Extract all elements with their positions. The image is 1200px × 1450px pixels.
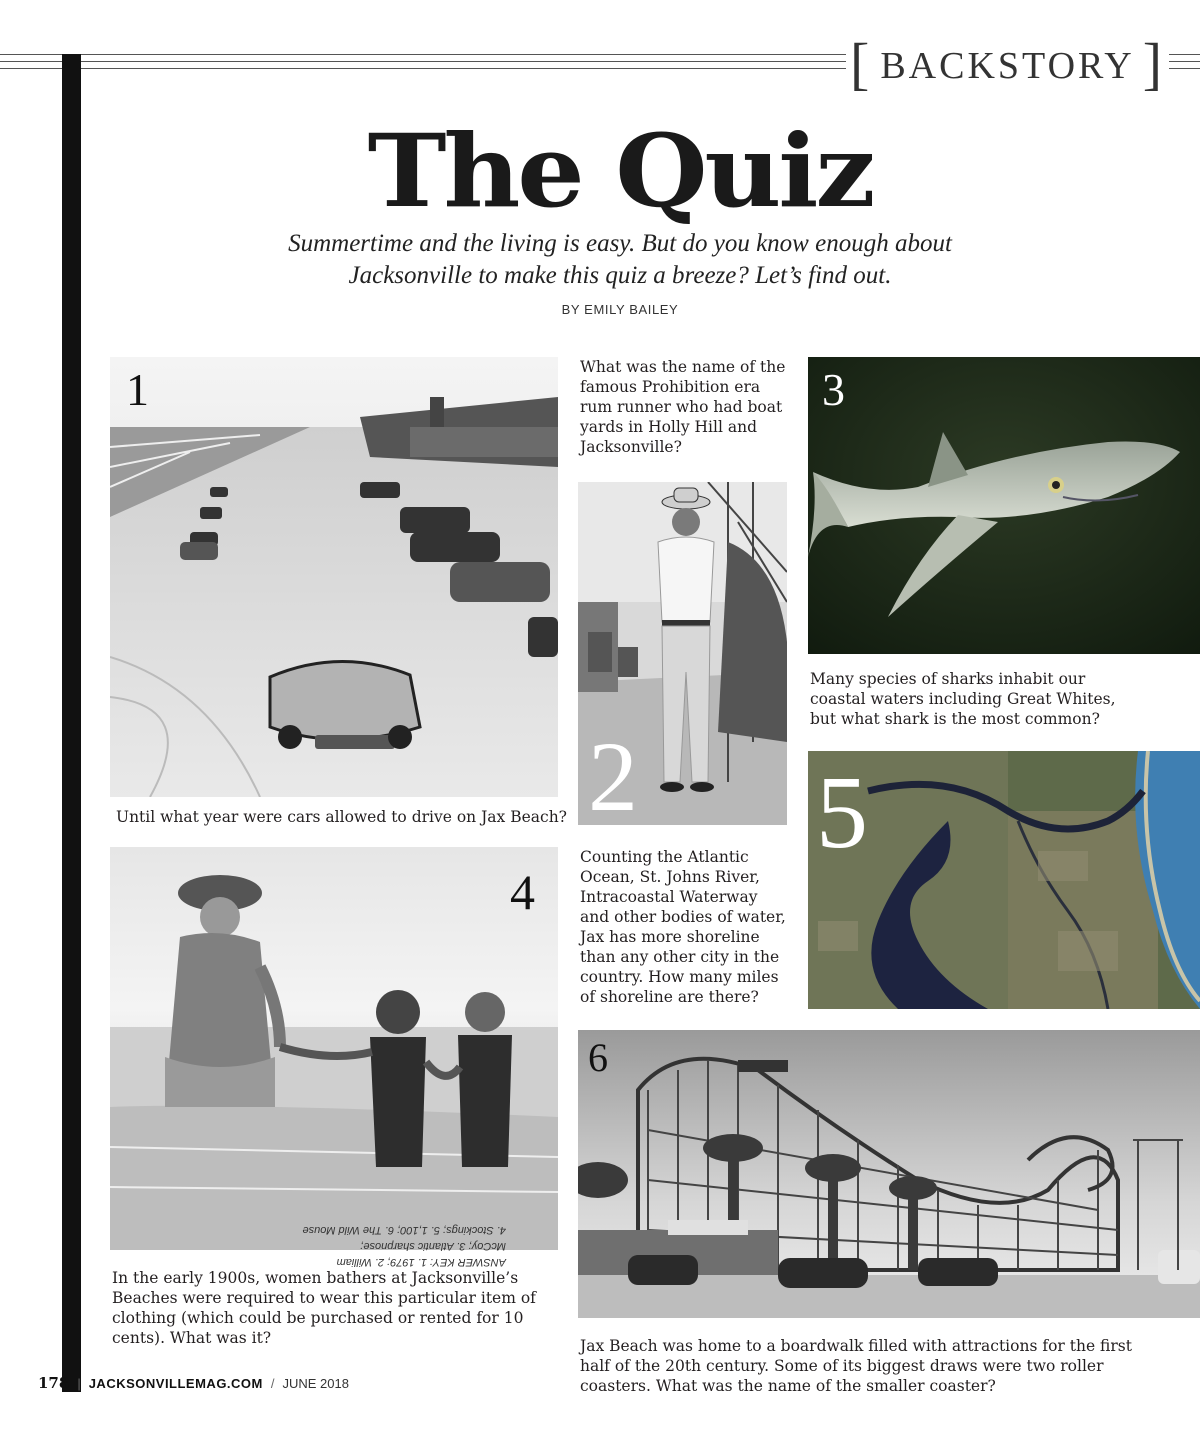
question-4-text: In the early 1900s, women bathers at Jacksonville’s Beaches were required to wear this particular item of clothing (which could be purchased or rented for 10 cents). What was it? bbox=[112, 1269, 536, 1347]
footer-divider: | bbox=[77, 1375, 81, 1391]
question-number-1: 1 bbox=[126, 364, 149, 415]
photo-beach-cars bbox=[110, 357, 558, 797]
footer-website: JACKSONVILLEMAG.COM bbox=[88, 1375, 263, 1391]
answer-key bbox=[300, 1222, 506, 1270]
question-2-text: What was the name of the famous Prohibition era rum runner who had boat yards in Holly Hill and Jacksonville? bbox=[580, 358, 786, 456]
question-number-6: 6 bbox=[588, 1035, 608, 1080]
page-footer bbox=[38, 1374, 349, 1392]
answer-key-line-1: ANSWER KEY: 1. 1979; 2. William McCoy; 3. Atlantic sharpnose; bbox=[336, 1240, 506, 1268]
page-title: The Quiz bbox=[367, 112, 873, 230]
deck bbox=[160, 228, 1080, 292]
question-6-text: Jax Beach was home to a boardwalk filled with attractions for the first half of the 20th century. Some of its biggest draws were two roller coasters. What was the name of the smaller coaster? bbox=[580, 1337, 1132, 1395]
question-number-4: 4 bbox=[510, 864, 535, 920]
page-number: 178 bbox=[38, 1374, 70, 1392]
question-number-2: 2 bbox=[588, 721, 638, 825]
question-number-3: 3 bbox=[822, 364, 845, 415]
question-number-5: 5 bbox=[816, 755, 868, 870]
photo-bathers bbox=[110, 847, 558, 1250]
photo-satellite bbox=[808, 751, 1200, 1009]
question-5-text: Counting the Atlantic Ocean, St. Johns River, Intracoastal Waterway and other bodies of water, Jax has more shoreline than any other city in the country. How many miles of shoreline are there? bbox=[580, 848, 786, 1006]
byline: BY EMILY BAILEY bbox=[561, 302, 679, 317]
question-1-text: Until what year were cars allowed to drive on Jax Beach? bbox=[116, 808, 567, 826]
section-tag: [ BACKSTORY ] bbox=[846, 36, 1169, 92]
margin-bar bbox=[62, 54, 81, 1392]
photo-rum-runner bbox=[578, 482, 787, 825]
footer-slash: / bbox=[270, 1375, 275, 1391]
deck-line-1: Summertime and the living is easy. But do you know enough about bbox=[288, 230, 952, 257]
footer-date: JUNE 2018 bbox=[282, 1375, 349, 1391]
photo-roller-coaster bbox=[578, 1030, 1200, 1318]
deck-line-2: Jacksonville to make this quiz a breeze? Let’s find out. bbox=[348, 262, 892, 289]
section-label: BACKSTORY bbox=[880, 45, 1135, 87]
question-3-text: Many species of sharks inhabit our coastal waters including Great Whites, but what shark is the most common? bbox=[810, 670, 1116, 728]
answer-key-line-2: 4. Stockings; 5. 1,100; 6. The Wild Mouse bbox=[302, 1224, 506, 1236]
photo-shark bbox=[808, 357, 1200, 654]
